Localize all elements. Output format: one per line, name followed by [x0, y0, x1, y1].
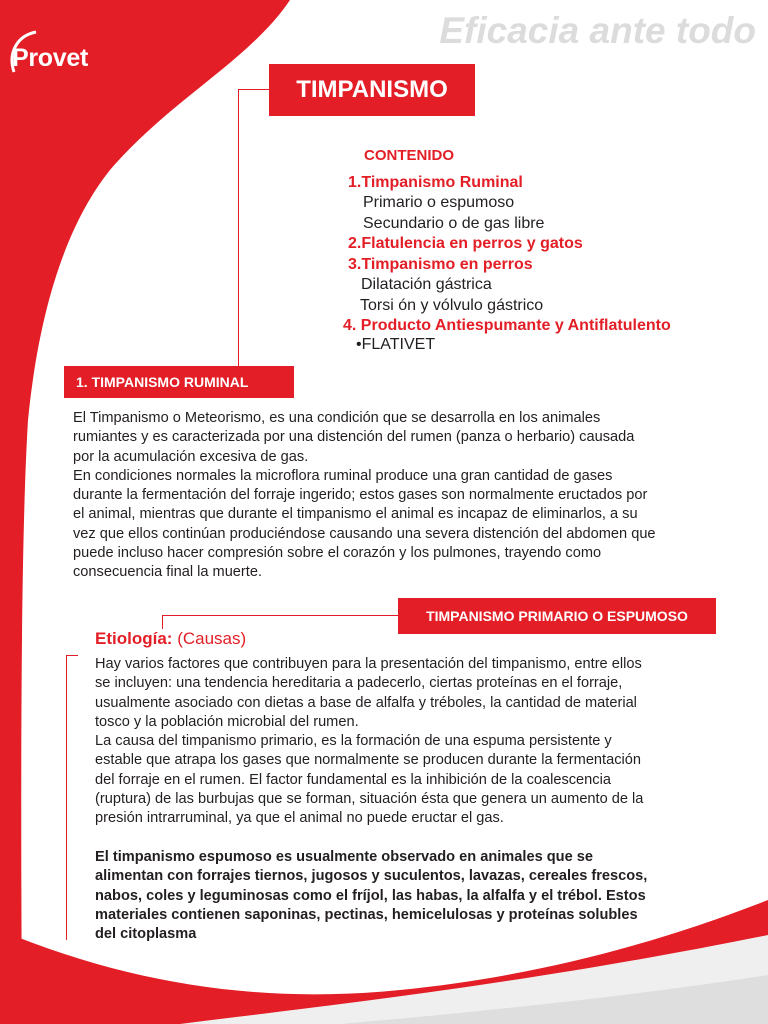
paragraph-line: El Timpanismo o Meteorismo, es una condición que se desarrolla en los animales	[73, 410, 601, 426]
toc-item: 2.Flatulencia en perros y gatos	[348, 235, 583, 252]
paragraph-line: presión intrarruminal, ya que el animal no puede eructar el gas.	[95, 810, 504, 827]
paragraph-line: En condiciones normales la microflora ruminal produce una gran cantidad de gases	[73, 467, 613, 484]
paragraph-line: La causa del timpanismo primario, es la formación de una espuma persistente y	[95, 733, 612, 750]
paragraph-line: por la acumulación excesiva de gas.	[73, 448, 309, 465]
paragraph-line: El timpanismo espumoso es usualmente observado en animales que se	[95, 849, 593, 865]
bold-paragraph	[95, 848, 705, 944]
tagline: Eficacia ante todo	[439, 10, 756, 51]
paragraph-line: estable que atrapa los gases que normalmente se producen durante la fermentación	[95, 752, 641, 769]
etiology-label: Etiología:	[95, 629, 173, 648]
table-of-contents	[340, 146, 720, 353]
toc-item: 1.Timpanismo Ruminal	[348, 173, 523, 191]
toc-item: Secundario o de gas libre	[363, 214, 545, 232]
connector-line	[238, 89, 239, 366]
toc-item: 3.Timpanismo en perros	[348, 255, 533, 273]
page-title: TIMPANISMO	[269, 64, 475, 116]
paragraph-line: Hay varios factores que contribuyen para la presentación del timpanismo, entre ellos	[95, 656, 642, 672]
connector-line	[162, 615, 398, 616]
paragraph-line: se incluyen: una tendencia hereditaria a padecerlo, ciertas proteínas en el forraje,	[95, 675, 623, 692]
subsection-label: TIMPANISMO PRIMARIO O ESPUMOSO	[398, 598, 716, 634]
paragraph-line: alimentan con forrajes tiernos, jugosos y suculentos, lavazas, cereales frescos,	[95, 868, 648, 885]
paragraph-line: durante la fermentación del forraje ingerido; estos gases son normalmente eructados por	[73, 487, 648, 504]
connector-line	[238, 89, 269, 90]
toc-item: Primario o espumoso	[363, 194, 515, 211]
toc-item: Torsi ón y vólvulo gástrico	[360, 296, 544, 314]
toc-item: Dilatación gástrica	[361, 276, 492, 293]
paragraph-line: del citoplasma	[95, 926, 197, 943]
toc-item: •FLATIVET	[356, 335, 436, 353]
paragraph-line: nabos, coles y leguminosas como el fríjol, las habas, la alfalfa y el trébol. Estos	[95, 887, 646, 904]
toc-heading: CONTENIDO	[364, 147, 454, 164]
toc-item: 4. Producto Antiespumante y Antiflatulento	[343, 317, 671, 334]
etiology-value: (Causas)	[177, 629, 247, 648]
paragraph-line: del forraje en el rumen. El factor fundamental es la inhibición de la coalescencia	[95, 771, 611, 788]
paragraph-line: rumiantes y es caracterizada por una distención del rumen (panza o herbario) causada	[73, 429, 635, 446]
paragraph-line: vez que ellos continúan produciéndose causando una severa distención del abdomen que	[73, 525, 656, 542]
bracket-line	[66, 655, 67, 940]
paragraph-line: consecuencia final la muerte.	[73, 564, 263, 581]
paragraph-line: (ruptura) de las burbujas que se forman, situación ésta que genera un aumento de la	[95, 791, 644, 808]
section-label: 1. TIMPANISMO RUMINAL	[64, 366, 294, 398]
connector-line	[162, 615, 163, 629]
paragraph-line: usualmente asociado con dietas a base de alfalfa y tréboles, la cantidad de material	[95, 694, 637, 711]
logo-arc-icon	[6, 26, 66, 86]
section-paragraph	[73, 409, 713, 583]
bracket-line	[66, 655, 78, 656]
etiology-heading	[95, 629, 246, 649]
paragraph-line: materiales contienen saponinas, pectinas, hemicelulosas y proteínas solubles	[95, 906, 638, 923]
logo-text: Provet	[12, 44, 89, 72]
provet-logo	[12, 44, 88, 73]
paragraph-line: el animal, mientras que durante el timpanismo el animal es incapaz de eliminarlos, a su	[73, 506, 638, 523]
paragraph-line: tosco y la población microbial del rumen.	[95, 713, 359, 730]
subsection-paragraph	[95, 655, 695, 829]
paragraph-line: puede incluso hacer compresión sobre el corazón y los pulmones, trayendo como	[73, 545, 602, 562]
